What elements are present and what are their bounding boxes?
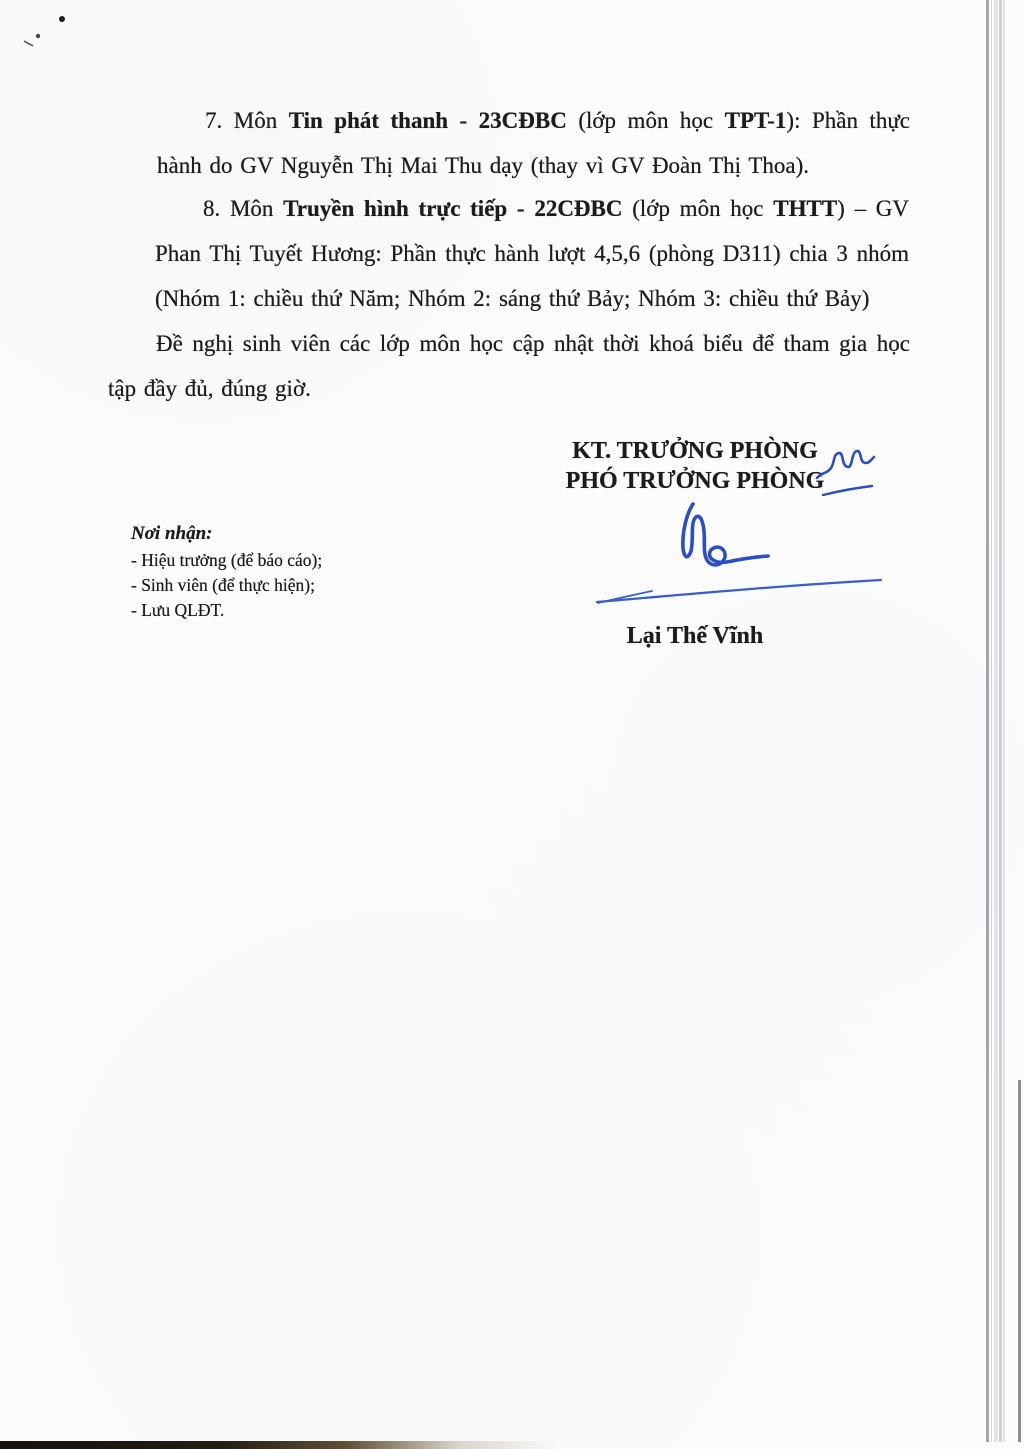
scan-edge-line xyxy=(1003,0,1005,1442)
scan-edge-line xyxy=(994,0,998,1442)
para-8-line-2: Phan Thị Tuyết Hương: Phần thực hành lượt 4,5,6 (phòng D311) chia 3 nhóm xyxy=(155,241,909,266)
scan-speck xyxy=(59,16,65,22)
scan-edge-line xyxy=(999,0,1002,1442)
closing-line-2: tập đầy đủ, đúng giờ. xyxy=(108,376,311,401)
recipients-list xyxy=(131,548,322,623)
recipient-item: - Sinh viên (để thực hiện); xyxy=(131,575,315,595)
para-8-line-1: 8. Môn Truyền hình trực tiếp - 22CĐBC (lớp môn học THTT) – GV xyxy=(203,196,910,221)
recipients-heading: Nơi nhận: xyxy=(131,523,213,544)
course-name-truyen-hinh: Truyền hình trực tiếp - 22CĐBC xyxy=(283,196,623,221)
scan-speck-dash xyxy=(24,41,33,46)
signature-title-line-2: PHÓ TRƯỞNG PHÒNG xyxy=(565,468,825,494)
recipient-item: - Hiệu trưởng (để báo cáo); xyxy=(131,550,323,570)
scan-edge-line xyxy=(986,0,989,1442)
signature-swoosh-fork-ink xyxy=(598,591,652,603)
para-8-line-3: (Nhóm 1: chiều thứ Năm; Nhóm 2: sáng thứ Bảy; Nhóm 3: chiều thứ Bảy) xyxy=(155,286,870,311)
paragraph-item-7 xyxy=(157,98,910,188)
paragraph-closing xyxy=(108,321,910,411)
signer-name: Lại Thế Vĩnh xyxy=(626,623,764,649)
class-code-thtt: THTT xyxy=(773,196,838,221)
recipients-block xyxy=(131,522,322,623)
signature-ink xyxy=(683,504,768,565)
recipient-item: - Lưu QLĐT. xyxy=(131,600,225,620)
signature-swoosh-ink xyxy=(597,580,881,602)
paragraph-item-8 xyxy=(155,186,909,321)
closing-line-1: Đề nghị sinh viên các lớp môn học cập nhật thời khoá biểu để tham gia học xyxy=(156,331,910,356)
scan-bottom-edge xyxy=(0,1441,560,1449)
para-7-line-1: 7. Môn Tin phát thanh - 23CĐBC (lớp môn học TPT-1): Phần thực xyxy=(205,108,910,133)
scan-edge-line xyxy=(1018,1080,1021,1442)
course-name-tin-phat-thanh: Tin phát thanh - 23CĐBC xyxy=(288,108,567,133)
class-code-tpt1: TPT-1 xyxy=(724,108,787,133)
signature-title-block xyxy=(545,436,845,496)
signature-title-line-1: KT. TRƯỞNG PHÒNG xyxy=(572,438,818,464)
para-7-text: 7. Môn xyxy=(205,108,289,133)
scan-edge-line xyxy=(991,0,992,1442)
para-7-line-2: hành do GV Nguyễn Thị Mai Thu dạy (thay vì GV Đoàn Thị Thoa). xyxy=(157,153,810,178)
scan-speck xyxy=(36,34,40,38)
